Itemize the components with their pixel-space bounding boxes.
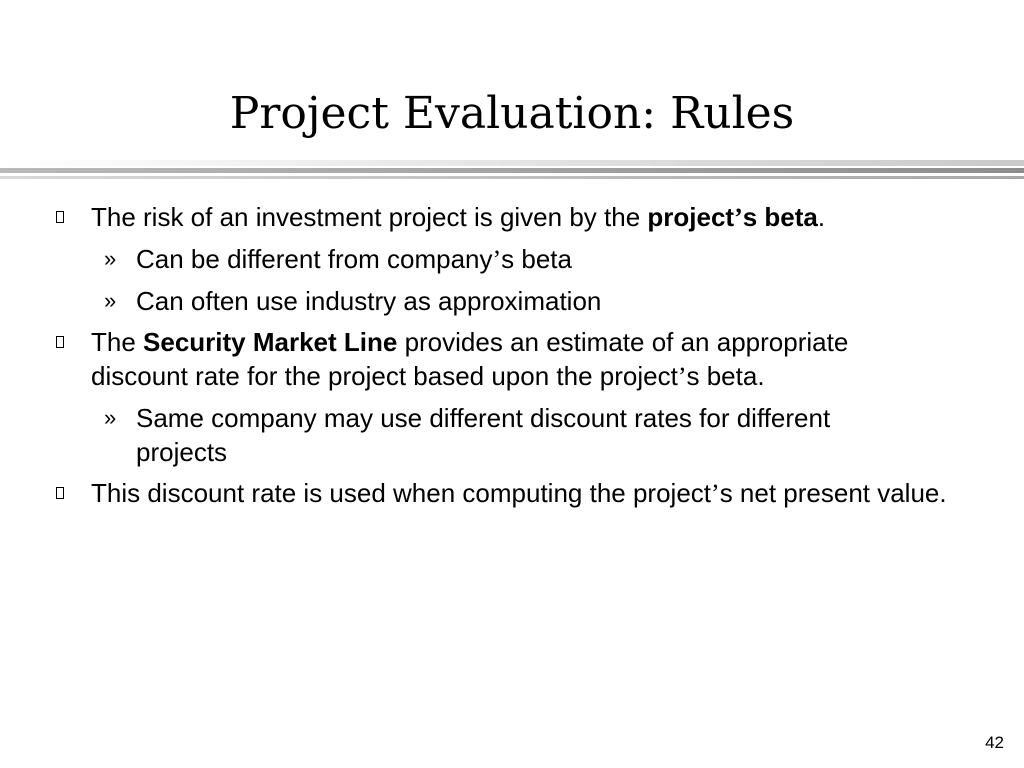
bold-term-security-market-line: Security Market Line (143, 327, 398, 357)
bullet-list (0, 200, 1024, 518)
sub-bullet-different-discount-rates (0, 401, 916, 469)
sub-bullet-text: Same company may use different discount rates for different projects (136, 403, 831, 467)
sub-bullet-industry-approximation (0, 284, 916, 318)
bullet-text: This discount rate is used when computing the project (91, 478, 712, 508)
bold-term-project-beta: project’s beta (647, 202, 818, 232)
title-divider-bottom (0, 176, 1024, 179)
sub-bullet-company-beta: » Can be different from company’s beta (104, 244, 572, 274)
guillemet-bullet-icon: » (104, 288, 117, 313)
bullet-text: The (91, 327, 144, 357)
square-bullet-icon (56, 336, 64, 348)
guillemet-bullet-icon: » (104, 405, 117, 430)
sub-bullet-text: Can be different from company (136, 244, 493, 274)
bullet-item-net-present-value: This discount rate is used when computing the project’s net present value. (0, 476, 951, 511)
guillemet-bullet-icon: » (104, 246, 117, 271)
slide-title: Project Evaluation: Rules (229, 88, 795, 139)
page-number: 42 (985, 733, 1004, 752)
square-bullet-icon (56, 487, 64, 499)
bullet-item-project-beta: The risk of an investment project is given by the project’s beta. (0, 200, 951, 235)
bullet-text: The risk of an investment project is given by the (91, 202, 648, 232)
square-bullet-icon (56, 211, 64, 223)
sub-bullet-text: Can often use industry as approximation (136, 286, 602, 316)
bullet-item-security-market-line: The Security Market Line provides an estimate of an appropriate discount rate for the project based upon the project’s beta. (0, 325, 951, 394)
title-divider-middle (0, 168, 1024, 173)
title-divider-top (0, 160, 1024, 166)
